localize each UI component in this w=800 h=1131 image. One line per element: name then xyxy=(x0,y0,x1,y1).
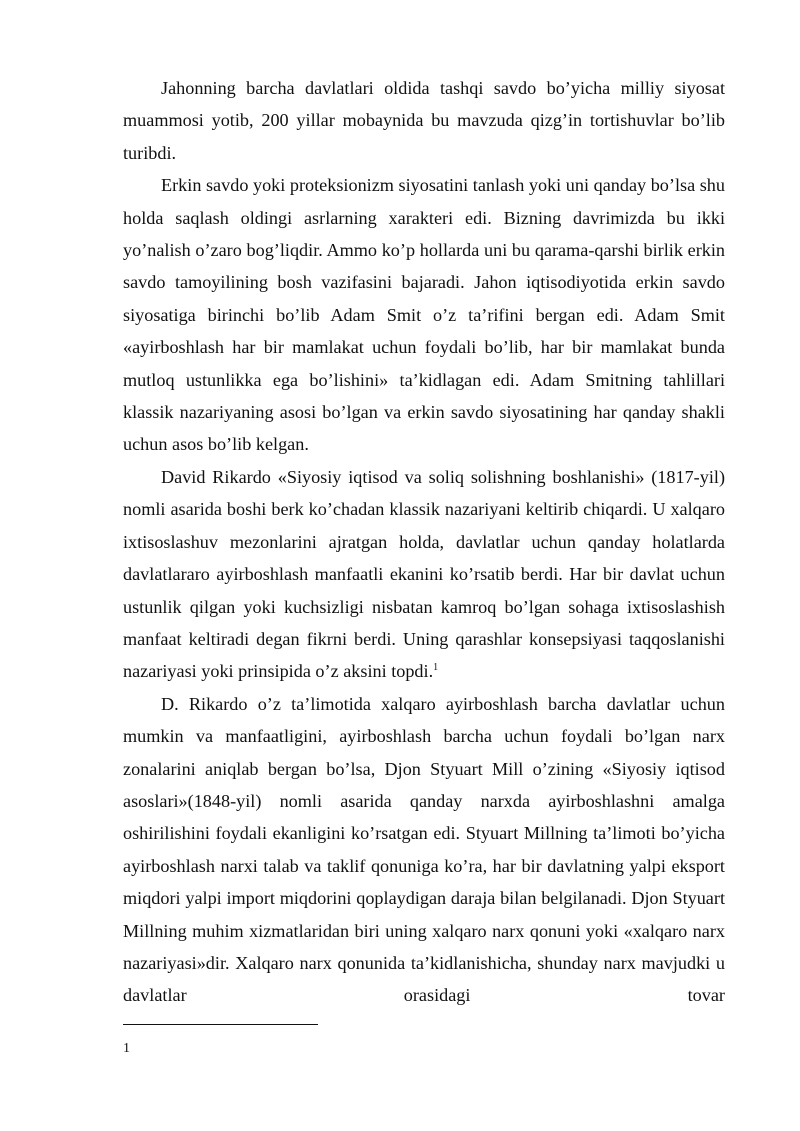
paragraph-1: Jahonning barcha davlatlari oldida tashqi savdo bo’yicha milliy siyosat muammosi yotib, 200 yillar mobaynida bu mavzuda qizg’in tortishuvlar bo’lib turibdi. xyxy=(123,78,725,163)
paragraph-4: D. Rikardo o’z ta’limotida xalqaro ayirboshlash barcha davlatlar uchun mumkin va manfaatligini, ayirboshlash barcha uchun foydali bo’lgan narx zonalarini aniqlab bergan bo’lsa, Djon Styuart Mill o’zining «Siyosiy iqtisod asoslari»(1848-yil) nomli asarida qanday narxda ayirboshlashni amalga oshirilishini foydali ekanligini ko’rsatgan edi. Styuart Millning ta’limoti bo’yicha ayirboshlash narxi talab va taklif qonuniga ko’ra, har bir davlatning yalpi eksport miqdori yalpi import miqdorini qoplaydigan daraja bilan belgilanadi. Djon Styuart Millning muhim xizmatlaridan biri uning xalqaro narx qonuni yoki «xalqaro narx nazariyasi»dir. Xalqaro narx qonunida ta’kidlanishicha, shunday narx mavjudki u davlatlar orasidagi tovar xyxy=(123,693,725,1006)
paragraph-2: Erkin savdo yoki proteksionizm siyosatini tanlash yoki uni qanday bo’lsa shu holda saqlash oldingi asrlarning xarakteri edi. Bizning davrimizda bu ikki yo’nalish o’zaro bog’liqdir. Ammo ko’p hollarda uni bu qarama-qarshi birlik erkin savdo tamoyilining bosh vazifasini bajaradi. Jahon iqtisodiyotida erkin savdo siyosatiga birinchi bo’lib Adam Smit o’z ta’rifini bergan edi. Adam Smit «ayirboshlash har bir mamlakat uchun foydali bo’lib, har bir mamlakat bunda mutloq ustunlikka ega bo’lishini» ta’kidlagan edi. Adam Smitning tahlillari klassik nazariyaning asosi bo’lgan va erkin savdo siyosatining har qanday shakli uchun asos bo’lib kelgan. xyxy=(123,175,725,455)
paragraph-3-text: David Rikardo «Siyosiy iqtisod va soliq solishning boshlanishi» (1817-yil) nomli asarida boshi berk ko’chadan klassik nazariyani keltirib chiqardi. U xalqaro ixtisoslashuv mezonlarini ajratgan holda, davlatlar uchun qanday holatlarda davlatlararo ayirboshlash manfaatli ekanini ko’rsatib berdi. Har bir davlat uchun ustunlik qilgan yoki kuchsizligi nisbatan kamroq bo’lgan sohaga ixtisoslashish manfaat keltiradi degan fikrni berdi. Uning qarashlar konsepsiyasi taqqoslanishi nazariyasi yoki prinsipida o’z aksini topdi. xyxy=(123,466,725,682)
footnote-separator xyxy=(123,1024,318,1025)
body-text xyxy=(123,72,725,1012)
footnote-reference: 1 xyxy=(433,662,439,674)
footnote-number: 1 xyxy=(123,1041,130,1056)
paragraph-3 xyxy=(123,461,725,688)
